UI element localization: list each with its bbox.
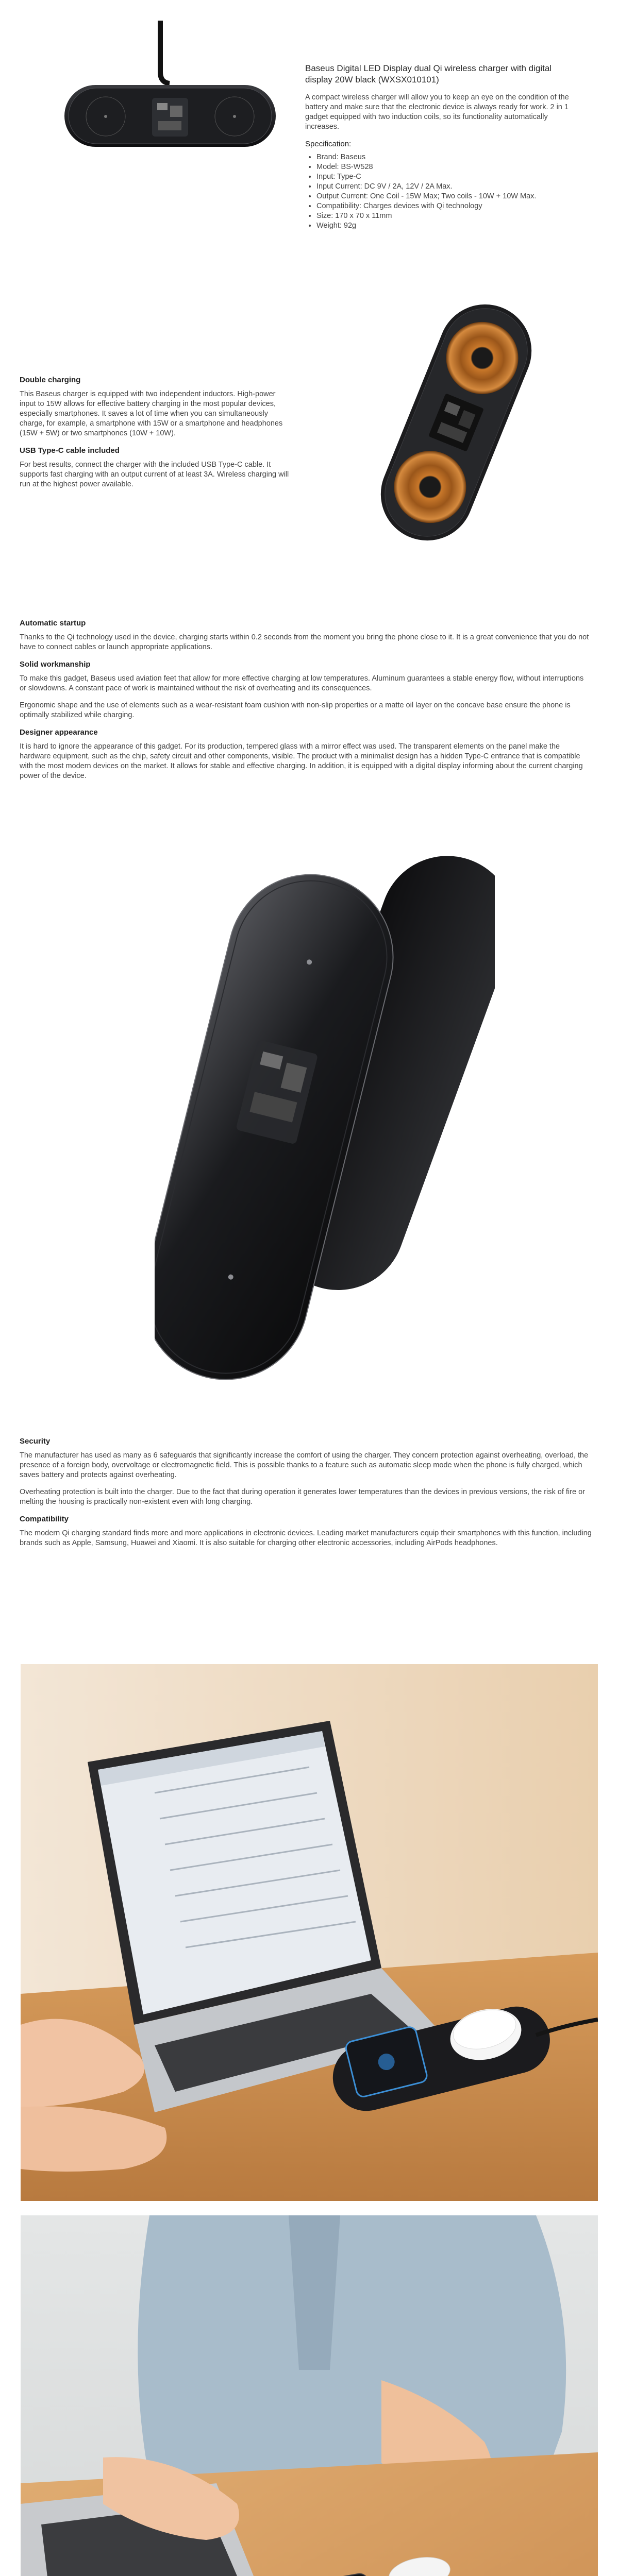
feature-heading: Solid workmanship bbox=[20, 660, 91, 669]
feature-heading: Designer appearance bbox=[20, 728, 98, 737]
spec-item: • Weight: 92g bbox=[316, 221, 573, 231]
usb-heading: USB Type-C cable included bbox=[20, 446, 120, 455]
feature-heading: Automatic startup bbox=[20, 619, 86, 628]
usb-text: For best results, connect the charger with the included USB Type-C cable. It supports fast charging with an output current of at least 3A. Wireless charging will run at the highest power available. bbox=[20, 461, 289, 488]
spec-item: • Brand: Baseus bbox=[316, 152, 573, 162]
spec-item: • Output Current: One Coil - 15W Max; Two coils - 10W + 10W Max. bbox=[316, 192, 573, 201]
feature-heading: Security bbox=[20, 1437, 51, 1446]
spec-item: • Compatibility: Charges devices with Qi technology bbox=[316, 201, 573, 211]
lifestyle-photo-laptop bbox=[21, 1664, 598, 2201]
feature-text: To make this gadget, Baseus used aviation feet that allow for more effective charging at low temperatures. Aluminum guarantees a stable energy flow, without interruptions or slowdowns. A constant pace of work is maintained without the risk of overheating and its consequences. bbox=[20, 674, 584, 692]
features-section-1 bbox=[20, 618, 592, 788]
product-image-top bbox=[59, 21, 281, 160]
product-title: Baseus Digital LED Display dual Qi wireless charger with digital display 20W black (WXSX010101) bbox=[305, 63, 552, 84]
double-charging-section bbox=[20, 375, 290, 497]
product-intro: A compact wireless charger will allow you to keep an eye on the condition of the battery and make sure that the electronic device is always ready for work. 2 in 1 gadget equipped with two induction coils, so its functionality automatically increases. bbox=[305, 93, 569, 131]
spec-item: • Size: 170 x 70 x 11mm bbox=[316, 211, 573, 221]
feature-text: It is hard to ignore the appearance of this gadget. For its production, tempered glass with a mirror effect was used. The transparent elements on the panel make the hardware equipment, such as the chip, safety circuit and other components, visible. The product with a minimalist design has a hidden Type-C entrance that is compatible with the most modern devices on the market. It allows for stable and effective charging. In addition, it is equipped with a digital display informing about the current charging power of the device. bbox=[20, 742, 583, 780]
feature-text: Thanks to the Qi technology used in the device, charging starts within 0.2 seconds from the moment you bring the phone close to it. It is a great convenience that you do not have to connect cables or launch appropriate applications. bbox=[20, 633, 589, 651]
coil-internals-image bbox=[361, 289, 552, 556]
spec-item: • Input: Type-C bbox=[316, 172, 573, 182]
feature-heading: Compatibility bbox=[20, 1515, 69, 1523]
feature-text: The modern Qi charging standard finds more and more applications in electronic devices. Leading market manufacturers equip their smartphones with this function, including brands such as Apple, Samsung, Huawei and Xiaomi. It is also suitable for charging other electronic accessories, including AirPods headphones. bbox=[20, 1529, 592, 1547]
double-charging-heading: Double charging bbox=[20, 376, 81, 384]
charger-angled-image bbox=[155, 829, 495, 1391]
spec-item: • Input Current: DC 9V / 2A, 12V / 2A Max. bbox=[316, 182, 573, 192]
product-description bbox=[305, 63, 573, 231]
double-charging-text: This Baseus charger is equipped with two independent inductors. High-power input to 15W allows for effective battery charging in the most popular devices, especially smartphones. It saves a lot of time when you can simultaneously charge, for example, a smartphone with 15W or a smartphone and headphones (15W + 5W) or two smartphones (10W + 10W). bbox=[20, 390, 283, 437]
lifestyle-photo-desk bbox=[21, 2215, 598, 2576]
feature-text: Ergonomic shape and the use of elements such as a wear-resistant foam cushion with non-slip properties or a matte oil layer on the concave base ensure the phone is optimally stabilized while charging. bbox=[20, 701, 571, 719]
features-section-2 bbox=[20, 1436, 592, 1555]
feature-text: The manufacturer has used as many as 6 safeguards that significantly increase the comfort of using the charger. They concern protection against overheating, overload, the presence of a foreign body, overvoltage or electromagnetic field. This is possible thanks to a feature such as automatic sleep mode when the phone is fully charged, which saves battery and protects against overheating. bbox=[20, 1451, 589, 1479]
specs-list bbox=[305, 152, 573, 231]
spec-item: • Model: BS-W528 bbox=[316, 162, 573, 172]
feature-text: Overheating protection is built into the charger. Due to the fact that during operation it generates lower temperatures than the devices in previous versions, the risk of fire or melting the housing is practically non-existent even with long charging. bbox=[20, 1488, 585, 1506]
specs-heading: Specification: bbox=[305, 140, 352, 148]
